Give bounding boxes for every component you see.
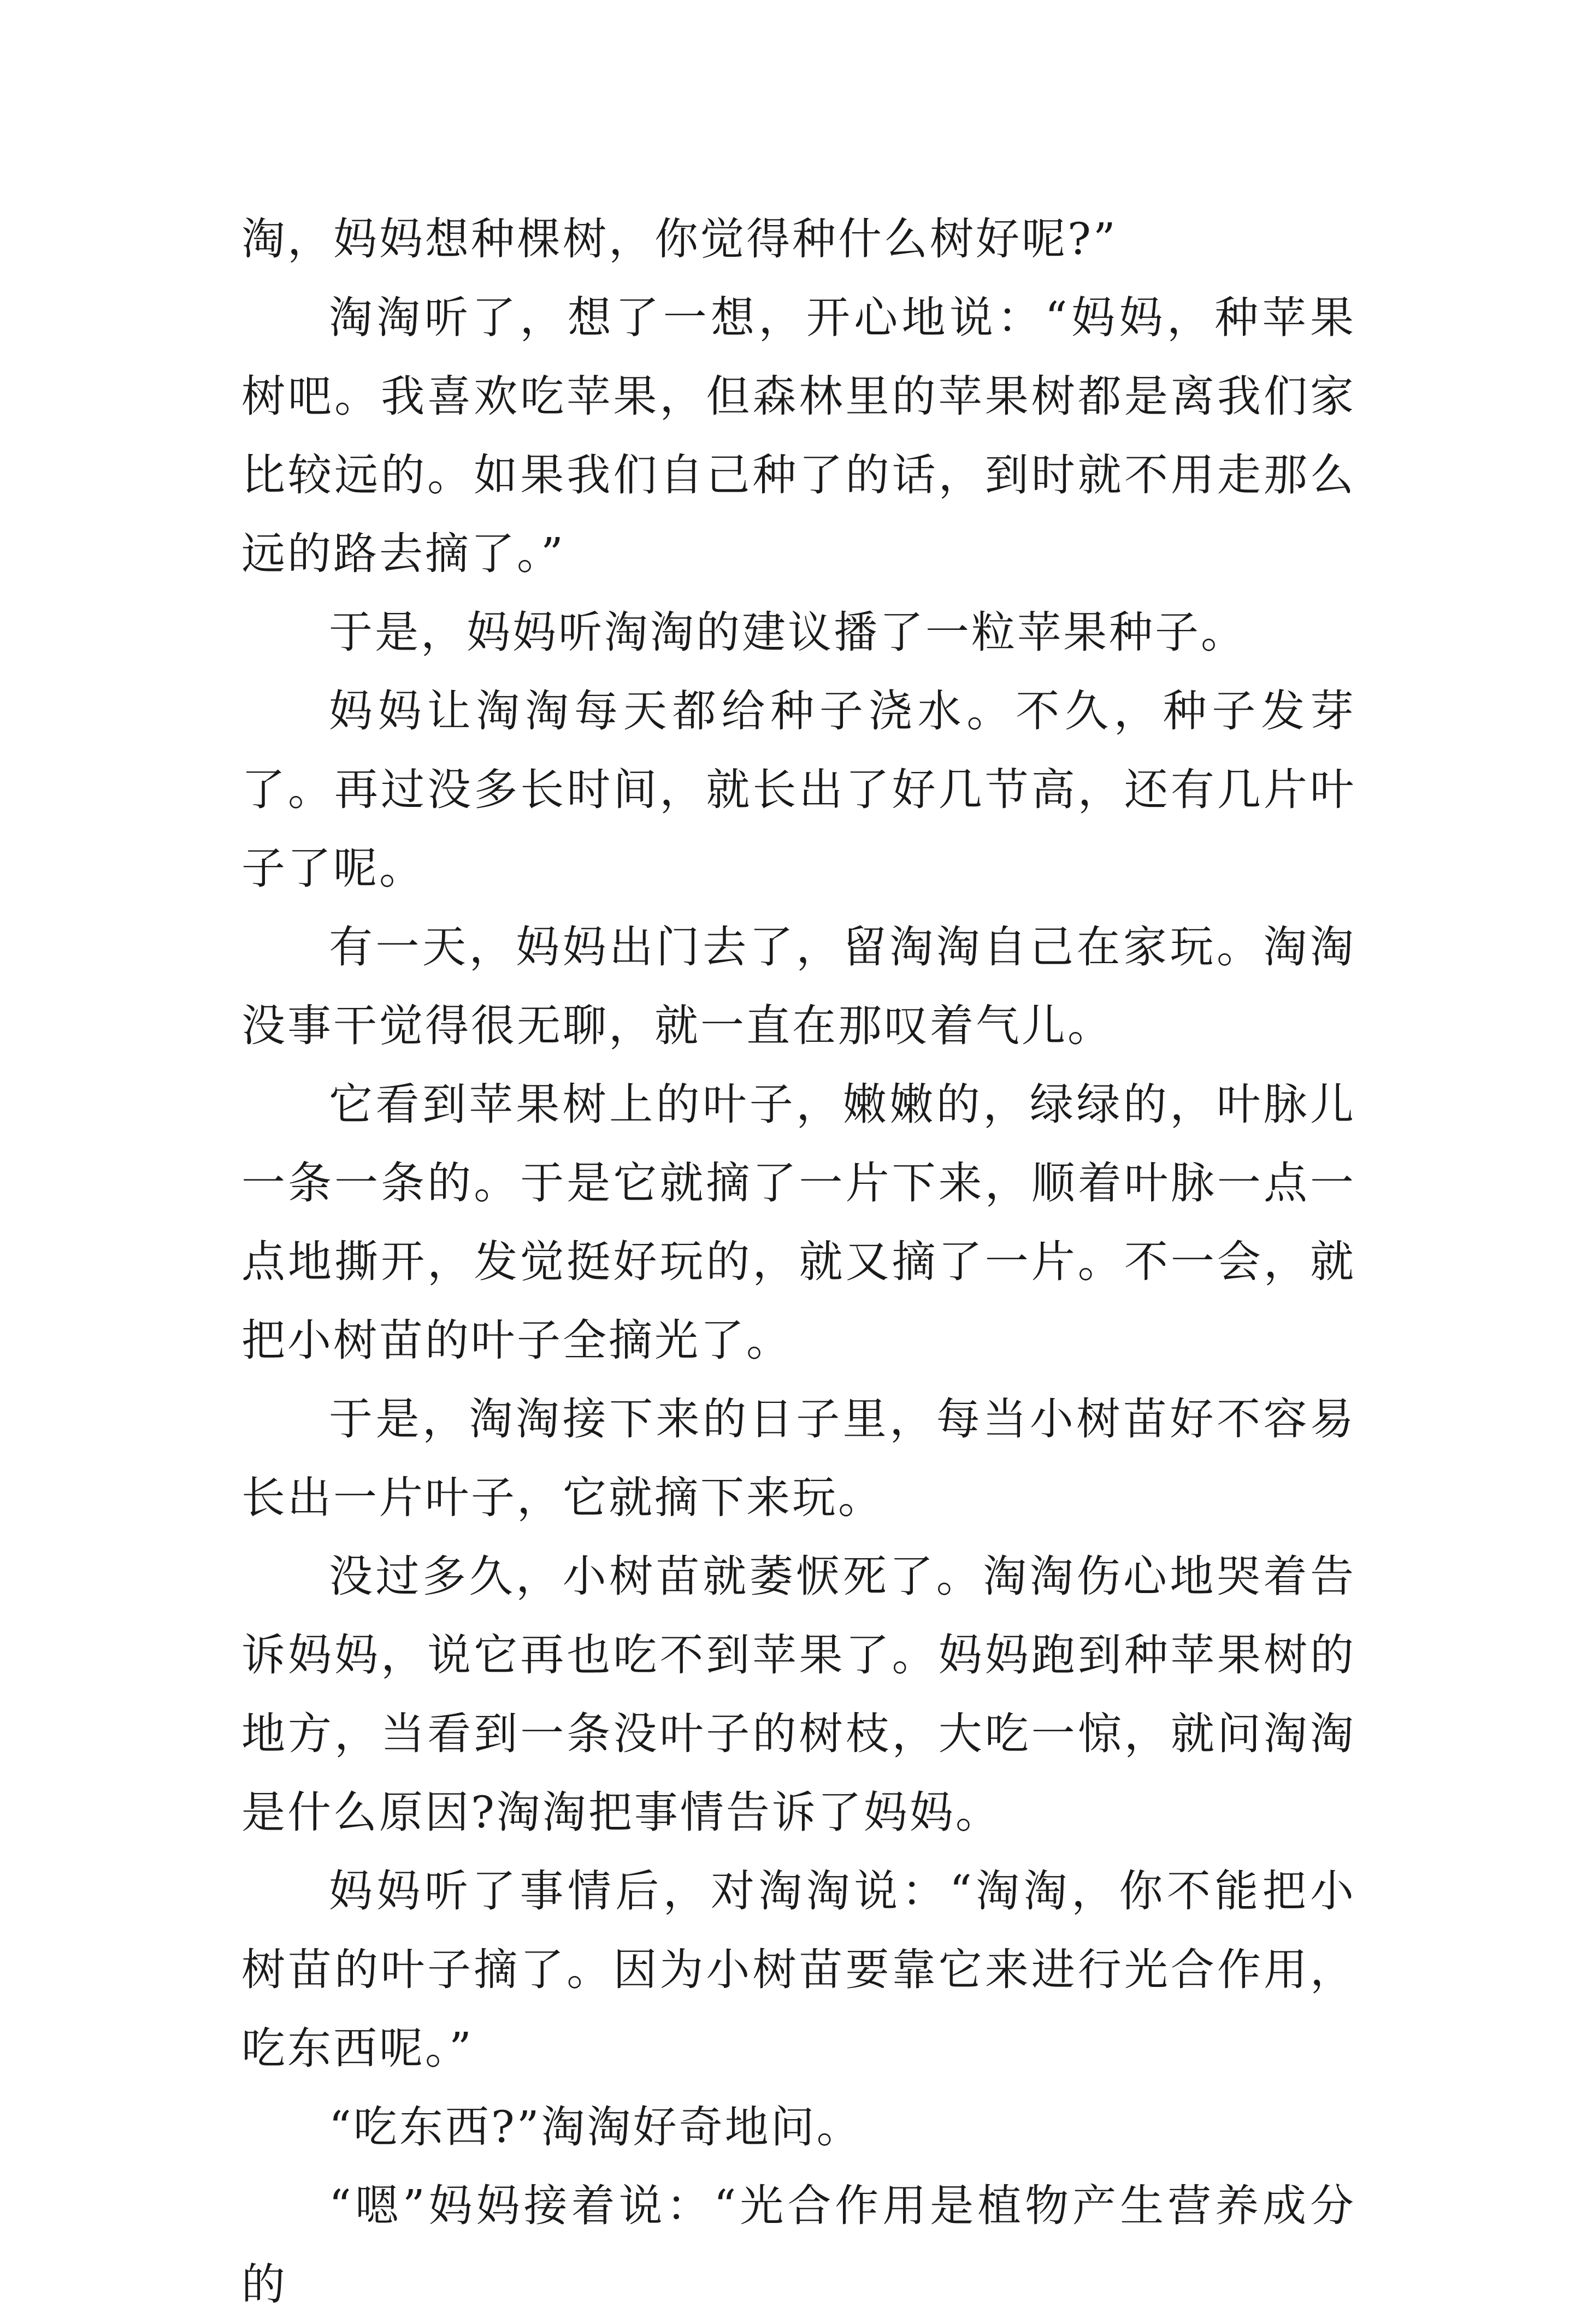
paragraph-11: “嗯”妈妈接着说：“光合作用是植物产生营养成分的 bbox=[241, 2180, 1356, 2310]
story-text bbox=[241, 200, 1356, 2324]
paragraph-4: 妈妈让淘淘每天都给种子浇水。不久，种子发芽了。再过没多长时间，就长出了好几节高，还有几片叶子了呢。 bbox=[241, 686, 1356, 894]
paragraph-10: “吃东西?”淘淘好奇地问。 bbox=[329, 2102, 863, 2152]
paragraph-3: 于是，妈妈听淘淘的建议播了一粒苹果种子。 bbox=[329, 607, 1247, 658]
paragraph-8: 没过多久，小树苗就萎恹死了。淘淘伤心地哭着告诉妈妈，说它再也吃不到苹果了。妈妈跑到种苹果树的地方，当看到一条没叶子的树枝，大吃一惊，就问淘淘是什么原因?淘淘把事情告诉了妈妈。 bbox=[241, 1551, 1356, 1838]
paragraph-5: 有一天，妈妈出门去了，留淘淘自己在家玩。淘淘没事干觉得很无聊，就一直在那叹着气儿。 bbox=[241, 922, 1356, 1051]
paragraph-1: 淘，妈妈想种棵树，你觉得种什么树好呢?” bbox=[241, 214, 1118, 264]
paragraph-7: 于是，淘淘接下来的日子里，每当小树苗好不容易长出一片叶子，它就摘下来玩。 bbox=[241, 1394, 1356, 1523]
paragraph-2: 淘淘听了，想了一想，开心地说：“妈妈，种苹果树吧。我喜欢吃苹果，但森林里的苹果树都是离我们家比较远的。如果我们自己种了的话，到时就不用走那么远的路去摘了。” bbox=[241, 292, 1356, 579]
paragraph-6: 它看到苹果树上的叶子，嫩嫩的，绿绿的，叶脉儿一条一条的。于是它就摘了一片下来，顺着叶脉一点一点地撕开，发觉挺好玩的，就又摘了一片。不一会，就把小树苗的叶子全摘光了。 bbox=[241, 1079, 1356, 1366]
paragraph-9: 妈妈听了事情后，对淘淘说：“淘淘，你不能把小树苗的叶子摘了。因为小树苗要靠它来进行光合作用，吃东西呢。” bbox=[241, 1866, 1356, 2074]
